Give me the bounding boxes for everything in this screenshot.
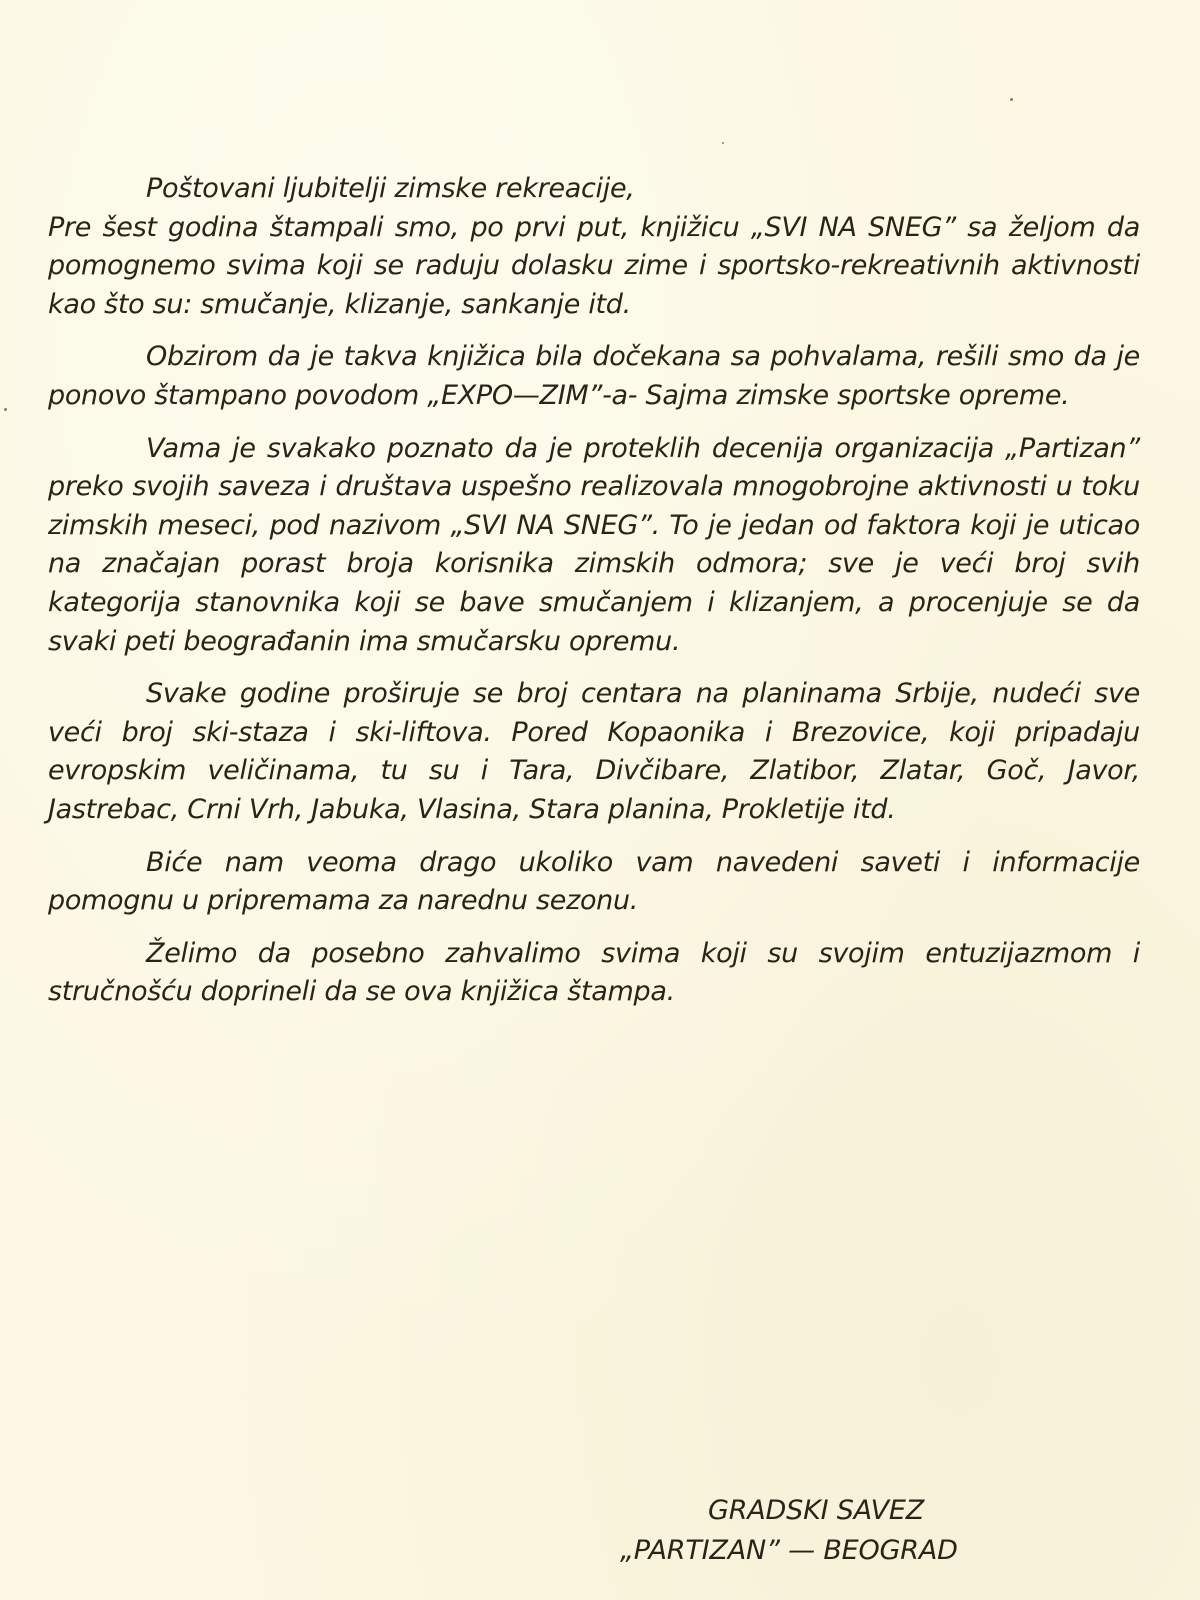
letter-paragraph-5: Biće nam veoma drago ukoliko vam navedeni saveti i informacije pomognu u pripremama za narednu sezonu. [48, 846, 1140, 917]
paper-speck [4, 408, 7, 411]
paper-speck [722, 142, 724, 144]
letter-greeting: Poštovani ljubitelji zimske rekreacije, [146, 173, 635, 204]
letter-paragraph-6: Želimo da posebno zahvalimo svima koji su svojim entuzijazmom i stručnošću doprineli da se ova knjižica štampa. [48, 937, 1140, 1008]
letter-paragraph-2: Obzirom da je takva knjižica bila dočekana sa pohvalama, rešili smo da je ponovo štampano povodom „EXPO—ZIM”-a- Sajma zimske sportske opreme. [48, 341, 1140, 411]
letter-paragraph-3: Vama je svakako poznato da je proteklih decenija organizacija „Partizan” preko svojih saveza i društava uspešno realizovala mnogobrojne aktivnosti u toku zimskih meseci, pod nazivom „SVI NA SNEG”. To je jedan od faktora koji je uticao na značajan porast broja korisnika zimskih odmora; sve je veći broj svih kategorija stanovnika koji se bave smučanjem i klizanjem, a procenjuje se da svaki peti beograđanin ima smučarsku opremu. [48, 432, 1140, 657]
letter-signature [620, 1491, 1140, 1571]
paper-speck [1010, 98, 1013, 101]
signature-city: „PARTIZAN” — BEOGRAD [620, 1535, 958, 1566]
letter-paragraph-1: Pre šest godina štampali smo, po prvi put, knjižicu „SVI NA SNEG” sa željom da pomognemo svima koji se raduju dolasku zime i sportsko-rekreativnih aktivnosti kao što su: smučanje, klizanje, sankanje itd. [48, 211, 1140, 320]
letter-body [48, 170, 1140, 1026]
signature-organization: GRADSKI SAVEZ [708, 1495, 925, 1526]
letter-paragraph-4: Svake godine proširuje se broj centara na planinama Srbije, nudeći sve veći broj ski-staza i ski-liftova. Pored Kopaonika i Brezovice, koji pripadaju evropskim veličinama, tu su i Tara, Divčibare, Zlatibor, Zlatar, Goč, Javor, Jastrebac, Crni Vrh, Jabuka, Vlasina, Stara planina, Prokletije itd. [48, 678, 1140, 825]
